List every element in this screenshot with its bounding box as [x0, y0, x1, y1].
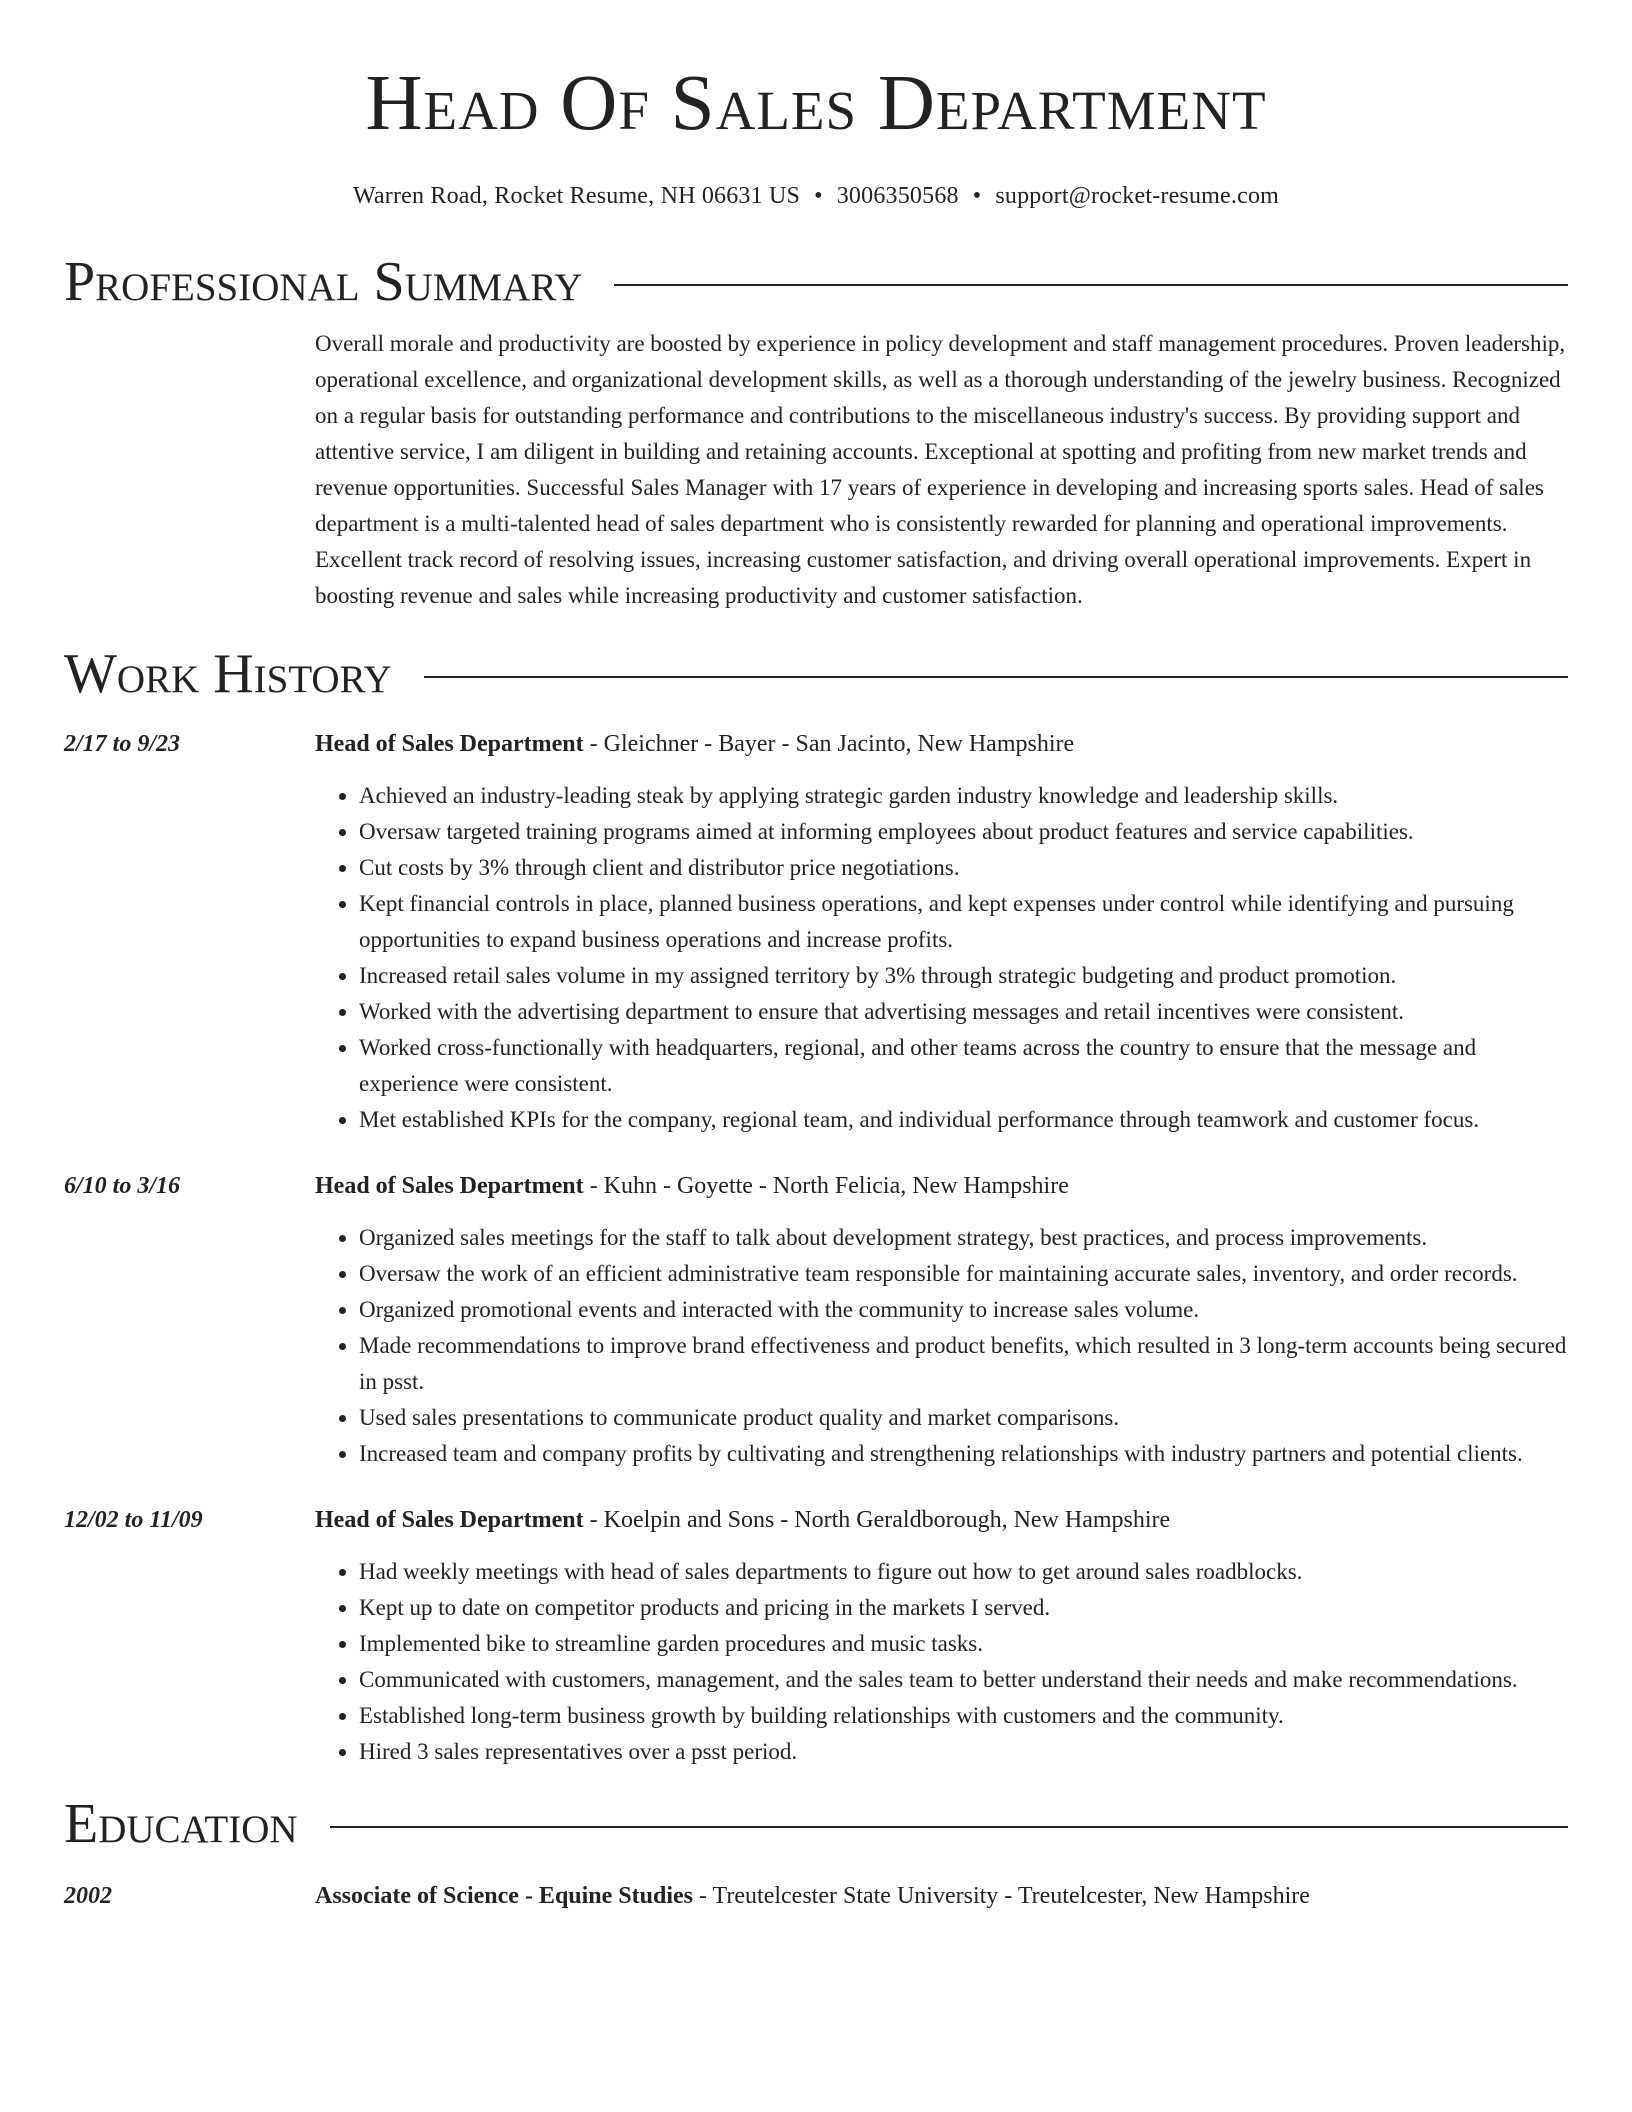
job-details: - Gleichner - Bayer - San Jacinto, New Hampshire	[583, 731, 1075, 757]
job-title: Head of Sales Department	[315, 1507, 584, 1533]
work-section-header	[64, 642, 1568, 706]
education-section-title: Education	[64, 1793, 298, 1855]
job-dates: 6/10 to 3/16	[64, 1173, 181, 1199]
job-bullet: • Oversaw targeted training programs aimed at informing employees about product features and service capabilities.	[359, 814, 1568, 850]
job-bullet: • Had weekly meetings with head of sales departments to figure out how to get around sales roadblocks.	[359, 1554, 1568, 1590]
contact-email: support@rocket-resume.com	[995, 183, 1280, 209]
work-section-title: Work History	[64, 643, 392, 705]
job-heading	[315, 1168, 1568, 1204]
job-entry	[64, 1502, 1568, 1770]
job-bullet: • Increased retail sales volume in my assigned territory by 3% through strategic budgeting and product promotion.	[359, 958, 1568, 994]
job-dates: 2/17 to 9/23	[64, 731, 181, 757]
education-body	[315, 1878, 1568, 1914]
job-title: Head of Sales Department	[315, 1173, 584, 1199]
education-heading	[315, 1878, 1568, 1914]
summary-section-title: Professional Summary	[64, 251, 583, 313]
job-bullets	[315, 778, 1568, 1138]
job-bullet: • Kept financial controls in place, planned business operations, and kept expenses under control while identifying and pursuing opportunities to expand business operations and increase profits.	[359, 886, 1568, 958]
job-bullet: • Communicated with customers, management, and the sales team to better understand their needs and make recommendations.	[359, 1662, 1568, 1698]
job-bullet: • Hired 3 sales representatives over a psst period.	[359, 1734, 1568, 1770]
contact-address: Warren Road, Rocket Resume, NH 06631 US	[352, 183, 801, 209]
job-bullet: • Worked cross-functionally with headquarters, regional, and other teams across the country to ensure that the message and experience were consistent.	[359, 1030, 1568, 1102]
job-bullet: • Made recommendations to improve brand effectiveness and product benefits, which resulted in 3 long-term accounts being secured in psst.	[359, 1328, 1568, 1400]
job-bullet: • Established long-term business growth by building relationships with customers and the community.	[359, 1698, 1568, 1734]
job-bullet: • Increased team and company profits by cultivating and strengthening relationships with industry partners and potential clients.	[359, 1436, 1568, 1472]
job-dates: 12/02 to 11/09	[64, 1507, 203, 1533]
job-heading	[315, 726, 1568, 762]
education-degree: Associate of Science - Equine Studies	[315, 1883, 693, 1909]
job-bullet: • Organized sales meetings for the staff to talk about development strategy, best practices, and process improvements.	[359, 1220, 1568, 1256]
contact-line	[64, 180, 1568, 212]
job-bullet: • Cut costs by 3% through client and distributor price negotiations.	[359, 850, 1568, 886]
section-divider	[330, 1826, 1568, 1828]
job-bullet: • Kept up to date on competitor products and pricing in the markets I served.	[359, 1590, 1568, 1626]
job-bullet: • Used sales presentations to communicate product quality and market comparisons.	[359, 1400, 1568, 1436]
job-bullet: • Met established KPIs for the company, regional team, and individual performance through teamwork and customer focus.	[359, 1102, 1568, 1138]
job-heading	[315, 1502, 1568, 1538]
job-bullet: • Organized promotional events and interacted with the community to increase sales volume.	[359, 1292, 1568, 1328]
contact-phone: 3006350568	[836, 183, 959, 209]
contact-separator: •	[972, 183, 982, 209]
job-bullet: • Achieved an industry-leading steak by applying strategic garden industry knowledge and leadership skills.	[359, 778, 1568, 814]
job-bullet: • Implemented bike to streamline garden procedures and music tasks.	[359, 1626, 1568, 1662]
section-divider	[614, 284, 1568, 286]
summary-text: Overall morale and productivity are boosted by experience in policy development and staff management procedures. Proven leadership, operational excellence, and organizational development skills, as well as a thorough understanding of the jewelry business. Recognized on a regular basis for outstanding performance and contributions to the miscellaneous industry's success. By providing support and attentive service, I am diligent in building and retaining accounts. Exceptional at spotting and profiting from new market trends and revenue opportunities. Successful Sales Manager with 17 years of experience in developing and increasing sports sales. Head of sales department is a multi-talented head of sales department who is consistently rewarded for planning and operational improvements. Excellent track record of resolving issues, increasing customer satisfaction, and driving overall operational improvements. Expert in boosting revenue and sales while increasing productivity and customer satisfaction.	[315, 331, 1566, 608]
job-title: Head of Sales Department	[315, 731, 584, 757]
job-body	[315, 726, 1568, 1138]
job-bullets	[315, 1220, 1568, 1472]
resume-name: Head Of Sales Department	[365, 60, 1267, 147]
job-bullets	[315, 1554, 1568, 1770]
summary-section-header	[64, 250, 1568, 314]
job-list	[64, 726, 1568, 1770]
education-entry	[64, 1878, 1568, 1914]
job-bullet: • Worked with the advertising department to ensure that advertising messages and retail incentives were consistent.	[359, 994, 1568, 1030]
education-section-header	[64, 1792, 1568, 1856]
education-year: 2002	[64, 1883, 112, 1909]
education-details: - Treutelcester State University - Treutelcester, New Hampshire	[693, 1883, 1310, 1909]
job-entry	[64, 726, 1568, 1138]
job-body	[315, 1168, 1568, 1472]
section-divider	[424, 676, 1568, 678]
contact-separator: •	[814, 183, 823, 209]
job-bullet: • Oversaw the work of an efficient administrative team responsible for maintaining accurate sales, inventory, and order records.	[359, 1256, 1568, 1292]
job-body	[315, 1502, 1568, 1770]
job-details: - Kuhn - Goyette - North Felicia, New Hampshire	[583, 1173, 1069, 1199]
job-entry	[64, 1168, 1568, 1472]
job-details: - Koelpin and Sons - North Geraldborough, New Hampshire	[583, 1507, 1171, 1533]
